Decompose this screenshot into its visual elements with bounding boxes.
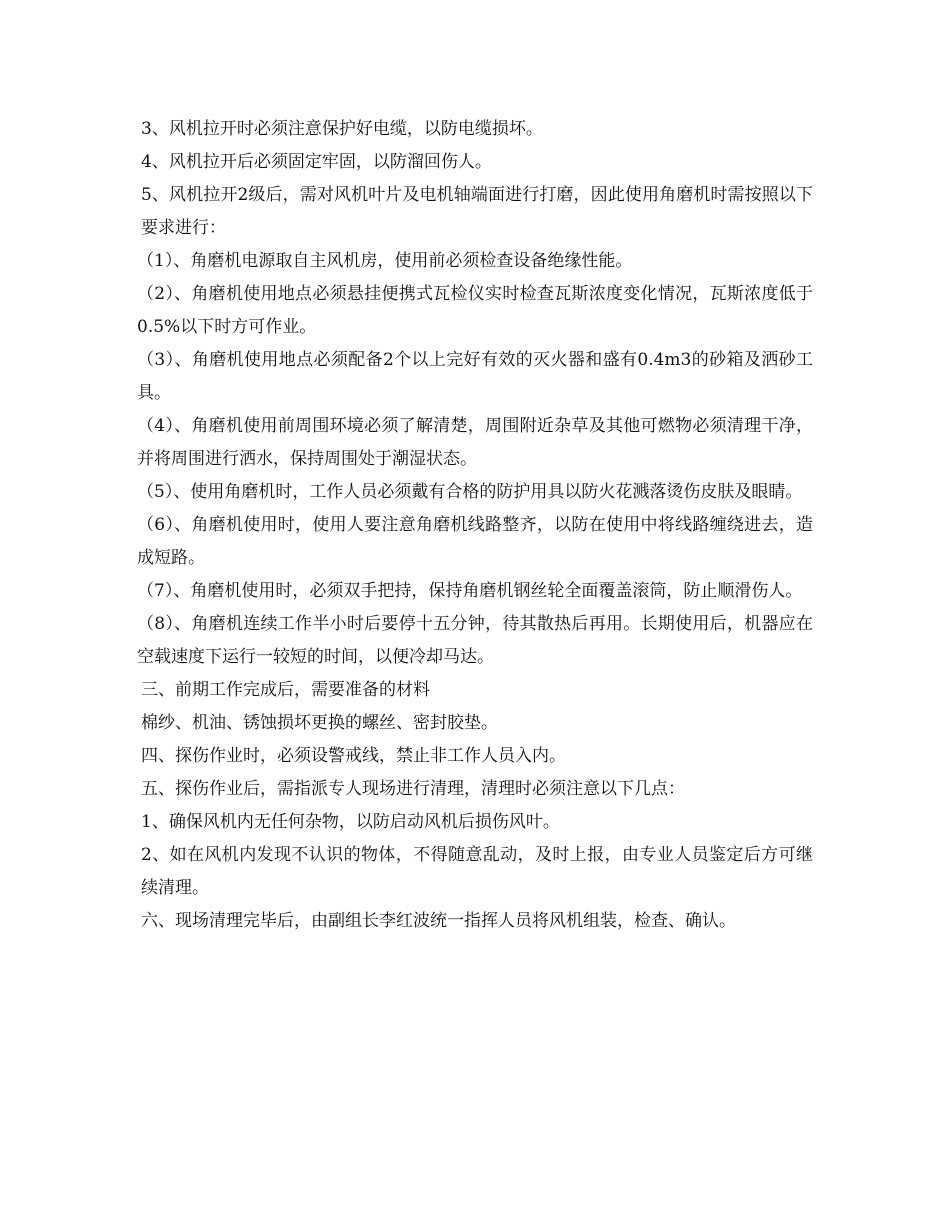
paragraph-grinder-req-2: （2）、角磨机使用地点必须悬挂便携式瓦检仪实时检查瓦斯浓度变化情况，瓦斯浓度低于0.5%以下时方可作业。 <box>137 284 813 337</box>
section-heading-6: 六、现场清理完毕后，由副组长李红波统一指挥人员将风机组装，检查、确认。 <box>141 911 736 931</box>
paragraph-grinder-req-3: （3）、角磨机使用地点必须配备2个以上完好有效的灭火器和盛有0.4m3的砂箱及洒砂工具。 <box>137 350 813 403</box>
section-heading-3: 三、前期工作完成后，需要准备的材料 <box>141 680 430 700</box>
paragraph-materials: 棉纱、机油、锈蚀损坏更换的螺丝、密封胶垫。 <box>141 713 498 733</box>
paragraph-grinder-req-7: （7）、角磨机使用时，必须双手把持，保持角磨机钢丝轮全面覆盖滚筒，防止顺滑伤人。 <box>137 581 803 601</box>
paragraph-step-5: 5、风机拉开2级后，需对风机叶片及电机轴端面进行打磨，因此使用角磨机时需按照以下要求进行： <box>141 185 813 238</box>
paragraph-step-3: 3、风机拉开时必须注意保护好电缆，以防电缆损坏。 <box>141 119 543 139</box>
paragraph-grinder-req-8: （8）、角磨机连续工作半小时后要停十五分钟，待其散热后再用。长期使用后，机器应在空载速度下运行一较短的时间，以便冷却马达。 <box>137 614 813 667</box>
paragraph-grinder-req-4: （4）、角磨机使用前周围环境必须了解清楚，周围附近杂草及其他可燃物必须清理干净，并将周围进行洒水，保持周围处于潮湿状态。 <box>137 416 813 469</box>
paragraph-grinder-req-6: （6）、角磨机使用时，使用人要注意角磨机线路整齐，以防在使用中将线路缠绕进去，造成短路。 <box>137 515 813 568</box>
section-heading-5: 五、探伤作业后，需指派专人现场进行清理，清理时必须注意以下几点： <box>141 779 685 799</box>
paragraph-cleanup-1: 1、确保风机内无任何杂物，以防启动风机后损伤风叶。 <box>141 812 560 832</box>
paragraph-step-4: 4、风机拉开后必须固定牢固，以防溜回伤人。 <box>141 152 492 172</box>
paragraph-grinder-req-1: （1）、角磨机电源取自主风机房，使用前必须检查设备绝缘性能。 <box>137 251 633 271</box>
paragraph-grinder-req-5: （5）、使用角磨机时，工作人员必须戴有合格的防护用具以防火花溅落烫伤皮肤及眼睛。 <box>137 482 803 502</box>
section-heading-4: 四、探伤作业时，必须设警戒线，禁止非工作人员入内。 <box>141 746 566 766</box>
paragraph-cleanup-2: 2、如在风机内发现不认识的物体，不得随意乱动，及时上报，由专业人员鉴定后方可继续清理。 <box>141 845 813 898</box>
document-body <box>137 113 813 938</box>
